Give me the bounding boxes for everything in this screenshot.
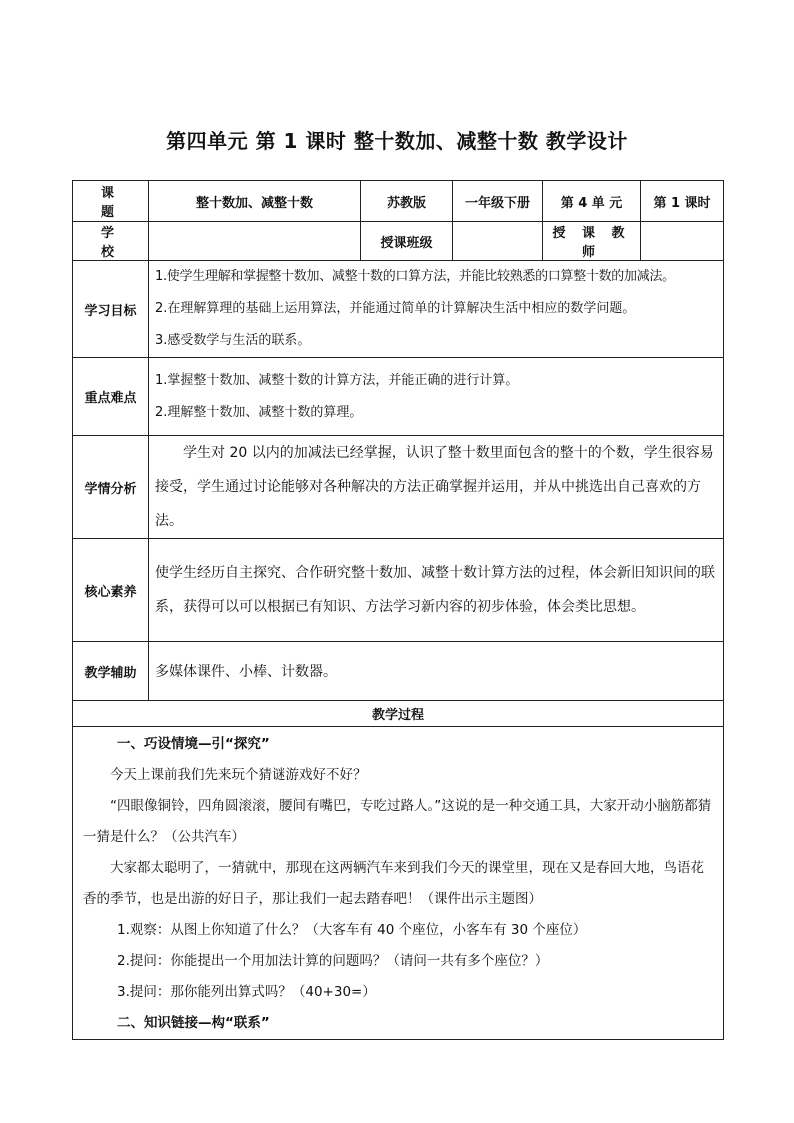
grade-value: 一年级下册 (453, 181, 543, 222)
objectives-content (149, 261, 724, 358)
row-aids (73, 642, 724, 701)
unit-value: 第 4 单 元 (543, 181, 641, 222)
label-school: 学 校 (73, 222, 149, 261)
section-heading: 一、巧设情境—引“探究” (117, 736, 270, 752)
key-point-item: 2.理解整十数加、减整十数的算理。 (155, 404, 363, 420)
key-point-item: 1.掌握整十数加、减整十数的计算方法，并能正确的进行计算。 (155, 372, 519, 388)
label-aids: 教学辅助 (73, 642, 149, 701)
objective-item: 1.使学生理解和掌握整十数加、减整十数的口算方法，并能比较熟悉的口算整十数的加减法。 (155, 269, 675, 284)
analysis-text (149, 436, 724, 539)
lesson-plan-table (72, 180, 724, 1040)
row-objectives (73, 261, 724, 358)
section-heading: 二、知识链接—构“联系” (117, 1015, 270, 1031)
row-analysis (73, 436, 724, 539)
row-process-title (73, 701, 724, 727)
process-question: 1.观察：从图上你知道了什么？（大客车有 40 个座位，小客车有 30 个座位） (117, 922, 587, 938)
document-title: 第四单元 第 1 课时 整十数加、减整十数 教学设计 (166, 129, 628, 153)
label-analysis: 学情分析 (73, 436, 149, 539)
topic-value: 整十数加、减整十数 (149, 181, 361, 222)
process-title: 教学过程 (73, 701, 724, 727)
label-objectives: 学习目标 (73, 261, 149, 358)
objective-item: 2.在理解算理的基础上运用算法，并能通过简单的计算解决生活中相应的数学问题。 (155, 301, 636, 316)
class-value (453, 222, 543, 261)
literacy-text (149, 539, 724, 642)
label-class: 授课班级 (361, 222, 453, 261)
literacy-paragraph: 使学生经历自主探究、合作研究整十数加、减整十数计算方法的过程，体会新旧知识间的联系，获得可以可以根据已有知识、方法学习新内容的初步体验，体会类比思想。 (155, 565, 715, 615)
row-school (73, 222, 724, 261)
analysis-paragraph: 学生对 20 以内的加减法已经掌握，认识了整十数里面包含的整十的个数，学生很容易接受，学生通过讨论能够对各种解决的方法正确掌握并运用，并从中挑选出自己喜欢的方法。 (155, 445, 714, 529)
key-points-content (149, 358, 724, 436)
row-literacy (73, 539, 724, 642)
process-paragraph: 大家都太聪明了，一猜就中，那现在这两辆汽车来到我们今天的课堂里，现在又是春回大地，鸟语花香的季节，也是出游的好日子，那让我们一起去踏春吧！（课件出示主题图） (83, 860, 704, 907)
process-content (73, 727, 724, 1040)
process-question: 2.提问：你能提出一个用加法计算的问题吗？（请问一共有多个座位？） (117, 953, 549, 969)
label-teacher: 授 课 教 师 (543, 222, 641, 261)
process-paragraph: 今天上课前我们先来玩个猜谜游戏好不好？ (110, 767, 367, 783)
school-value (149, 222, 361, 261)
process-paragraph: “四眼像铜铃，四角圆滚滚，腰间有嘴巴，专吃过路人。”这说的是一种交通工具，大家开动小脑筋都猜一猜是什么？（公共汽车） (83, 798, 712, 845)
row-key-points (73, 358, 724, 436)
objective-item: 3.感受数学与生活的联系。 (155, 333, 311, 348)
label-literacy: 核心素养 (73, 539, 149, 642)
teacher-value (641, 222, 724, 261)
label-topic: 课 题 (73, 181, 149, 222)
process-question: 3.提问：那你能列出算式吗？（40+30=） (117, 984, 376, 1000)
publisher-value: 苏教版 (361, 181, 453, 222)
label-key-points: 重点难点 (73, 358, 149, 436)
lesson-value: 第 1 课时 (641, 181, 724, 222)
aids-text: 多媒体课件、小棒、计数器。 (149, 642, 724, 701)
row-process-body (73, 727, 724, 1040)
row-topic (73, 181, 724, 222)
